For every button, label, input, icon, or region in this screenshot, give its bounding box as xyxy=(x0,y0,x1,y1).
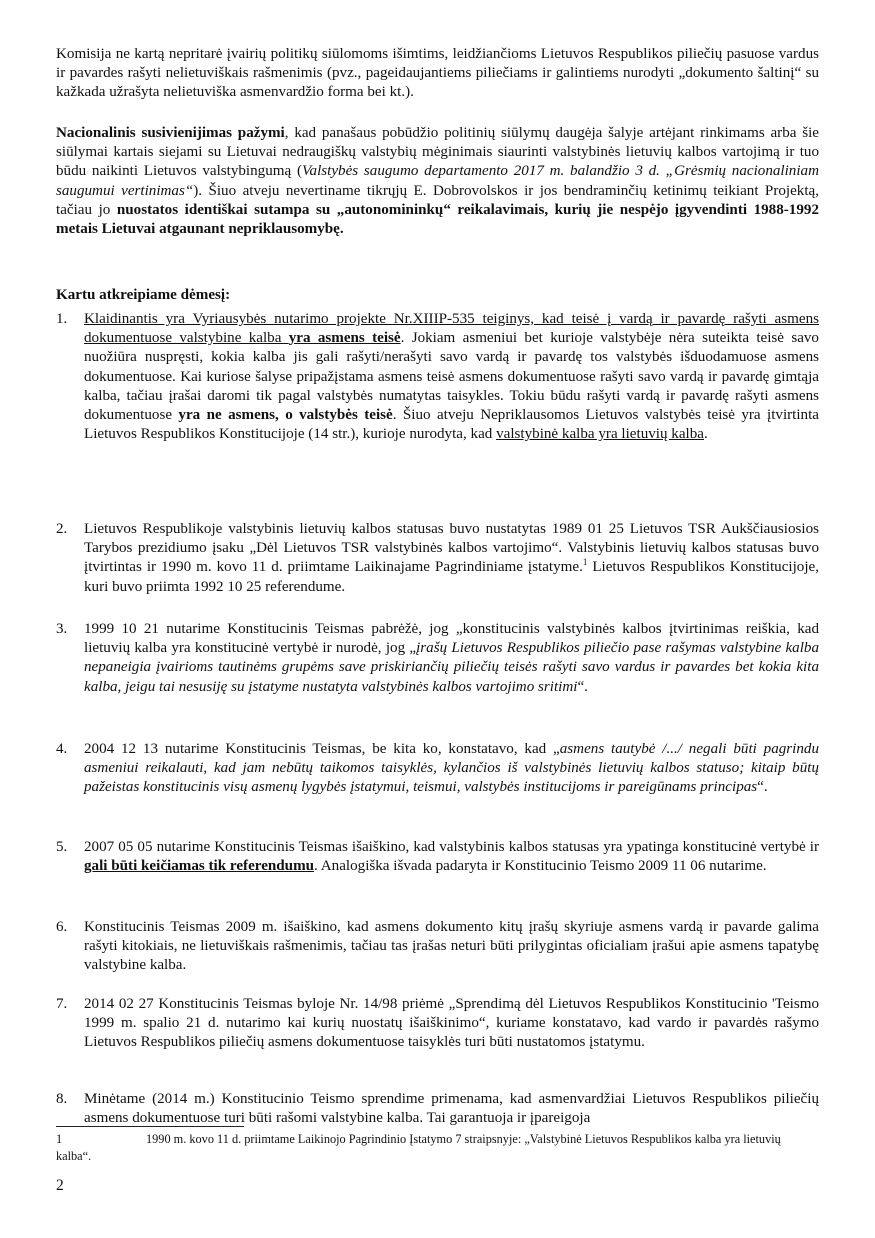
bold-text: yra ne asmens, o valstybės teisė xyxy=(178,407,393,424)
text-run: 2004 12 13 nutarime Konstitucinis Teismas, be kita ko, konstatavo, kad „ xyxy=(84,741,560,757)
list-item-number: 3. xyxy=(56,621,68,637)
list-item-text xyxy=(84,620,819,697)
italic-quote: asmens tautybė /.../ negali būti pagrindu asmeniui reikalauti, kad jam nebūtų taikomos taisyklės, kylančios iš valstybinės lietuvių kalbos statuso; kitaip būtų pažeistas konstitucinis visų asmenų lygybės įstatymui, teismui, valstybės institucijoms ir pareigūnams principas xyxy=(84,741,820,796)
text-run: , kad panašaus pobūdžio politinių siūlymų daugėja šalyje artėjant rinkimams arba šie siūlymai kartais siejami su Lietuvai nedraugiškų valstybių mėginimais siaurinti valstybinės lietuvių kalbos vartojimą ir tuo būdu naikinti Lietuvos valstybingumą ( xyxy=(56,125,819,180)
text-run: . Šiuo atveju Nepriklausomos Lietuvos valstybės teisė yra įtvirtinta Lietuvos Respublikos Konstitucijoje (14 str.), kurioje nurodyta, kad xyxy=(84,407,819,443)
text-run: . Analogiška išvada padaryta ir Konstitucinio Teismo 2009 11 06 nutarime. xyxy=(314,858,767,875)
list-item-text xyxy=(84,740,819,798)
underlined-text: valstybinė kalba yra lietuvių kalba xyxy=(496,426,704,443)
list-item xyxy=(56,995,819,1053)
list-item xyxy=(56,1090,819,1128)
footnote-number: 1 xyxy=(56,1132,63,1146)
list-item-number: 6. xyxy=(56,919,68,935)
text-run: ). Šiuo atveju nevertiname tikrųjų E. Dobrovolskos ir jos bendraminčių ketinimų teikiant Projektą, tačiau jo xyxy=(56,182,820,218)
list-item xyxy=(56,740,819,798)
page-number: 2 xyxy=(56,1177,64,1194)
list-item xyxy=(56,918,819,976)
list-item xyxy=(56,310,819,444)
list-item xyxy=(56,620,819,697)
text-run: Lietuvos Respublikoje valstybinis lietuvių kalbos statusas buvo nustatytas 1989 01 25 Lietuvos TSR Aukščiausiosios Tarybos prezidiumo įsaku „Dėl Lietuvos TSR valstybinės kalbos vartojimo“. Valstybinis lietuvių kalbos statusas buvo įtvirtintas ir 1990 m. kovo 11 d. priimtame Laikinajame Pagrindiniame įstatyme. xyxy=(84,521,819,576)
text-run: 2007 05 05 nutarime Konstitucinis Teismas išaiškino, kad valstybinis kalbos statusas yra ypatinga konstitucinė vertybė ir xyxy=(84,839,819,855)
bold-underlined-text: yra asmens teisė xyxy=(288,330,401,347)
text-run: Lietuvos Respublikos Konstitucijoje, kuri buvo priimta 1992 10 25 referendume. xyxy=(84,559,819,595)
italic-reference: Valstybės saugumo departamento 2017 m. balandžio 3 d. „Grėsmių nacionaliniam saugumui vertinimas“ xyxy=(56,163,819,199)
list-item-number: 7. xyxy=(56,996,68,1012)
paragraph-commission: Komisija ne kartą nepritarė įvairių politikų siūlomoms išimtims, leidžiančioms Lietuvos Respublikos piliečių pasuose vardus ir pavardes rašyti nelietuviškais rašmenimis (pvz., pageidaujantiems piliečiams ir galintiems nurodyti „dokumento šaltinį“ su kažkada užrašyta nelietuviška asmenvardžio forma bei kt.). xyxy=(56,46,819,101)
list-item xyxy=(56,520,819,597)
list-item-number: 8. xyxy=(56,1091,68,1107)
bold-lead: Nacionalinis susivienijimas pažymi xyxy=(56,125,285,141)
text-run: “. xyxy=(577,678,588,695)
text-run: “. xyxy=(757,779,768,796)
list-item-number: 2. xyxy=(56,521,68,537)
list-item-text xyxy=(84,520,819,597)
text-run: . xyxy=(704,426,708,443)
italic-quote: įrašų Lietuvos Respublikos piliečio pase rašymas valstybine kalba nepaneigia įvairioms tautinėms grupėms save priskiriančių piliečių teisės rašyti savo vardus ir pavardes bet kokia kita kalba, jeigu tai nesusiję su įstatyme nustatyta valstybinės kalbos vartojimo sritimi xyxy=(84,640,819,695)
list-item-number: 1. xyxy=(56,311,68,327)
list-item-number: 5. xyxy=(56,839,68,855)
footnote-ref[interactable]: 1 xyxy=(582,557,588,568)
footnote-text: 1990 m. kovo 11 d. priimtame Laikinojo Pagrindinio Įstatymo 7 straipsnyje: „Valstybinė Lietuvos Respublikos kalba yra lietuvių kalba“. xyxy=(56,1132,781,1163)
footnote xyxy=(56,1131,819,1165)
list-item-text xyxy=(84,310,819,444)
text-run: . Jokiam asmeniui bet kurioje valstybėje nėra suteikta teisė savo nuožiūra nuspręsti, kokia kalba jis gali rašyti/nerašyti savo vardą ir pavardę tos valstybės išduodamuose asmens dokumentuose. Kai kuriose šalyse pripažįstama asmens teisė asmens dokumentuose rašyti savo vardą ir pavardę gimtąja kalba, tačiau įrašai daromi tik pagal valstybės numatytas taisykles. Tokiu būdu rašyti vardą ir pavardę rašyti asmens dokumentuose xyxy=(84,330,819,424)
list-item-text xyxy=(84,838,819,876)
list-item-text: Konstitucinis Teismas 2009 m. išaiškino, kad asmens dokumento kitų įrašų skyriuje asmens vardą ir pavarde galima rašyti kitokiais, ne lietuviškais rašmenimis, tačiau tas įrašas neturi būti prilygintas oficialiam įrašui apie asmens tapatybę valstybine kalba. xyxy=(84,919,819,974)
paragraph-national-association xyxy=(56,124,819,239)
text-run: 1999 10 21 nutarime Konstitucinis Teismas pabrėžė, jog „konstitucinis valstybinės kalbos įtvirtinimas reiškia, kad lietuvių kalba yra konstitucinė vertybė ir nurodė, jog „ xyxy=(84,621,819,657)
list-item xyxy=(56,838,819,876)
section-heading: Kartu atkreipiame dėmesį: xyxy=(56,287,231,303)
list-item-number: 4. xyxy=(56,741,68,757)
list-item-text: Minėtame (2014 m.) Konstitucinio Teismo sprendime primenama, kad asmenvardžiai Lietuvos Respublikos piliečių asmens dokumentuose turi būti rašomi valstybine kalba. Tai garantuoja ir įpareigoja xyxy=(84,1091,819,1127)
bold-statement: nuostatos identiškai sutampa su „autonomininkų“ reikalavimais, kurių jie nespėjo įgyvendinti 1988-1992 metais Lietuvai atgaunant nepriklausomybę. xyxy=(56,201,819,238)
list-item-text: 2014 02 27 Konstitucinis Teismas byloje Nr. 14/98 priėmė „Sprendimą dėl Lietuvos Respublikos Konstitucinio 'Teismo 1999 m. spalio 21 d. nutarimo kai kurių nuostatų išaiškinimo“, kuriame konstatavo, kad vardo ir pavardės rašymo Lietuvos Respublikos piliečių asmens dokumentuose taisyklės turi būti nustatomos įstatymu. xyxy=(84,996,819,1051)
bold-underlined-text: gali būti keičiamas tik referendumu xyxy=(84,858,315,875)
footnote-separator xyxy=(56,1126,244,1127)
underlined-text: Klaidinantis yra Vyriausybės nutarimo projekte Nr.XIIIP-535 teiginys, kad teisė į vardą ir pavardę rašyti asmens dokumentuose valstybine kalba xyxy=(84,311,819,347)
